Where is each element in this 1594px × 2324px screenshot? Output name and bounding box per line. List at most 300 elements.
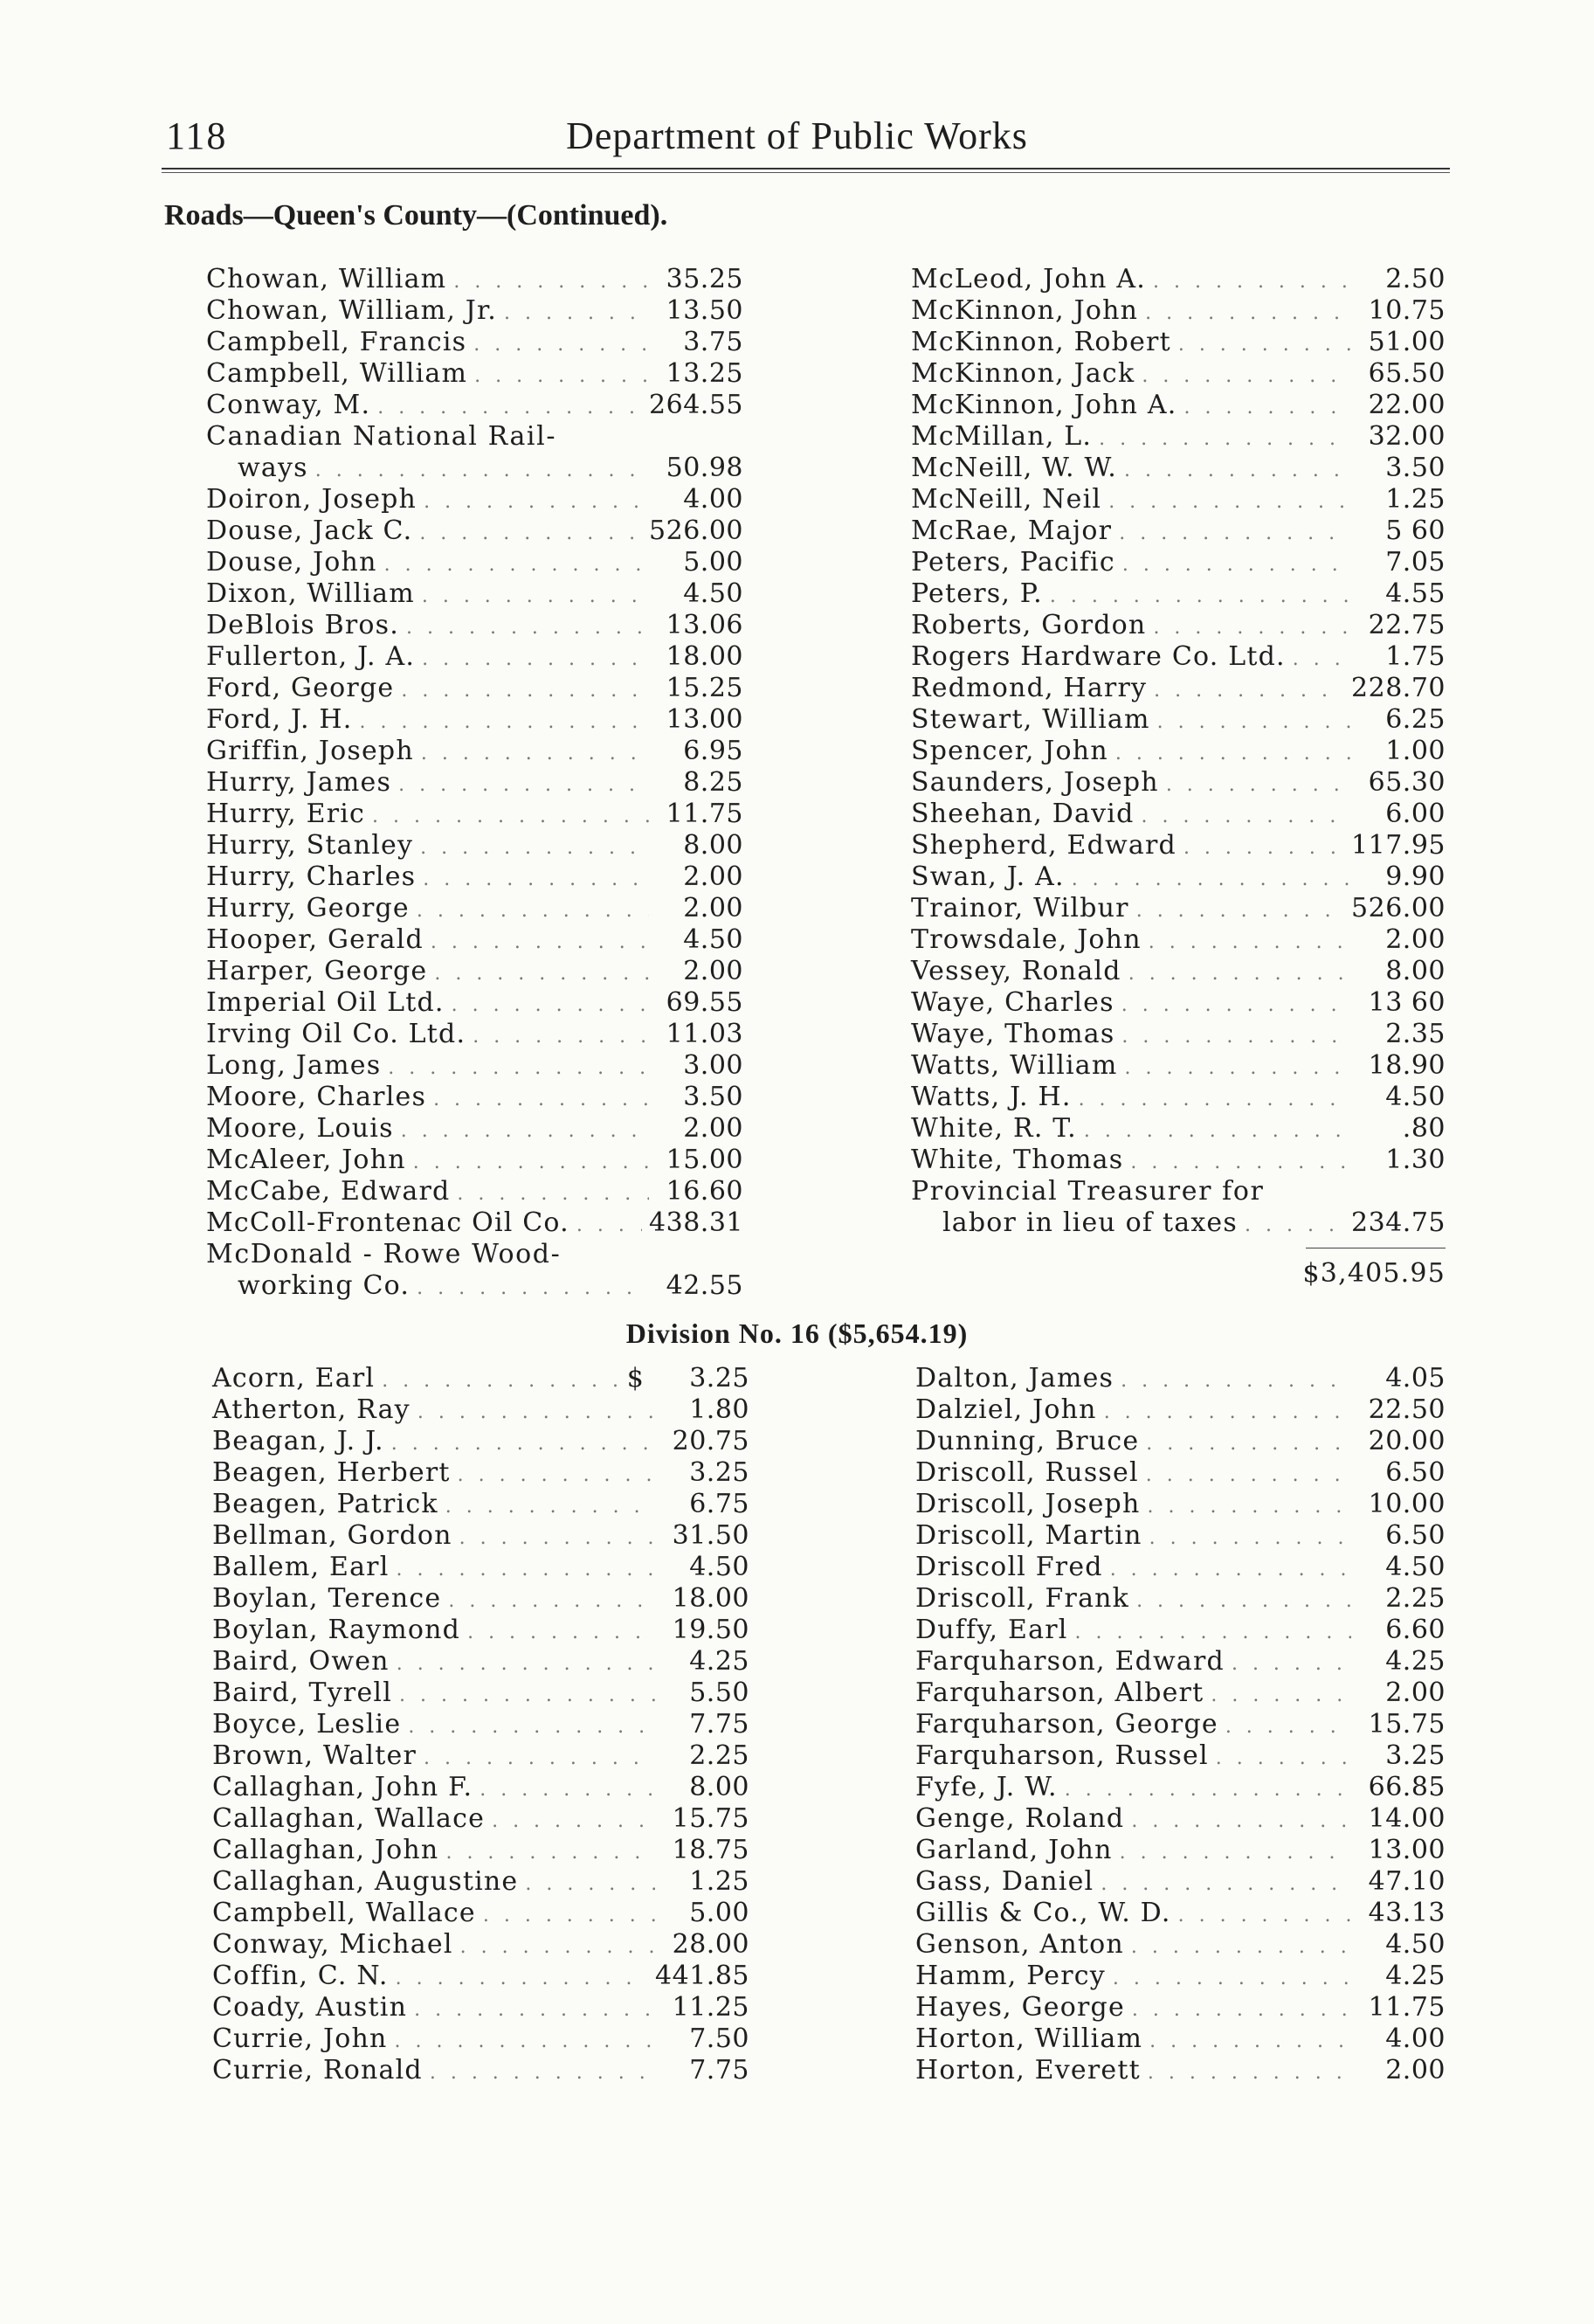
list-item — [206, 264, 743, 295]
dot-leader — [473, 1021, 649, 1053]
list-item — [915, 1835, 1446, 1866]
entry-name: Watts, J. H. — [911, 1082, 1072, 1112]
dot-leader — [1132, 1995, 1351, 2026]
entry-name: Driscoll, Joseph — [915, 1489, 1141, 1519]
entry-amount: 4.25 — [1385, 1961, 1446, 1991]
entry-name: Fyfe, J. W. — [915, 1772, 1058, 1802]
entry-name: Waye, Charles — [911, 987, 1114, 1018]
list-item — [911, 1082, 1446, 1113]
entry-amount: 2.00 — [1385, 1677, 1446, 1708]
entry-amount: 2.25 — [689, 1740, 749, 1771]
dot-leader — [1149, 1523, 1351, 1554]
entry-amount: 2.35 — [1385, 1019, 1446, 1049]
entry-amount: 35.25 — [666, 264, 743, 294]
dot-leader — [1146, 1428, 1351, 1460]
dot-leader — [420, 833, 649, 864]
list-item — [911, 861, 1446, 893]
entry-name: working Co. — [238, 1270, 411, 1301]
dot-leader — [1293, 644, 1351, 675]
entry-amount: 228.70 — [1351, 673, 1446, 703]
entry-amount: 5.00 — [683, 547, 743, 578]
entry-name: Beagen, Patrick — [212, 1489, 438, 1519]
list-item — [206, 736, 743, 767]
dot-leader — [1104, 1397, 1351, 1428]
dot-leader — [424, 1743, 655, 1774]
list-item — [911, 295, 1446, 327]
entry-amount: 1.80 — [689, 1394, 749, 1425]
entry-name: Dalziel, John — [915, 1394, 1097, 1425]
list-item — [212, 1552, 749, 1583]
entry-amount: 4.05 — [1385, 1363, 1446, 1394]
entry-amount: 3.50 — [1385, 453, 1446, 483]
entry-name: Spencer, John — [911, 736, 1108, 766]
dot-leader — [398, 770, 649, 801]
entry-amount: 1.00 — [1385, 736, 1446, 766]
entry-amount: 13.50 — [666, 295, 743, 326]
entry-amount: 15.25 — [666, 673, 743, 703]
entry-name: Watts, William — [911, 1050, 1118, 1081]
entry-amount: 526.00 — [1351, 893, 1446, 923]
list-item — [206, 1239, 743, 1270]
entry-amount: 3.00 — [683, 1050, 743, 1081]
entry-name: McDonald - Rowe Wood- — [206, 1239, 562, 1269]
entry-name: McKinnon, Robert — [911, 327, 1171, 357]
list-item — [915, 1363, 1446, 1394]
dollar-sign: $ — [626, 1363, 645, 1394]
dot-leader — [430, 2058, 655, 2089]
list-item — [206, 515, 743, 547]
list-item — [212, 1363, 749, 1394]
entry-amount: 18.00 — [672, 1583, 749, 1614]
list-item — [212, 1394, 749, 1426]
division-title: Division No. 16 ($5,654.19) — [625, 1318, 969, 1349]
list-item — [206, 673, 743, 704]
entry-amount: 47.10 — [1368, 1866, 1446, 1897]
list-item — [212, 1489, 749, 1520]
entry-amount: 8.00 — [1385, 956, 1446, 986]
entry-name: Dixon, William — [206, 578, 415, 609]
dot-leader — [459, 1523, 655, 1554]
dot-leader — [1153, 612, 1351, 644]
entry-name: Boyce, Leslie — [212, 1709, 402, 1740]
entry-name: Swan, J. A. — [911, 861, 1065, 892]
entry-name: Genson, Anton — [915, 1929, 1124, 1960]
entry-amount: 7.75 — [689, 1709, 749, 1740]
dot-leader — [453, 266, 649, 298]
entry-amount: 4.50 — [689, 1552, 749, 1582]
entry-amount: 4.50 — [1385, 1552, 1446, 1582]
dot-leader — [474, 361, 649, 392]
dot-leader — [382, 1366, 620, 1397]
section-title: Roads—Queen's County—(Continued). — [164, 199, 668, 232]
entry-name: Chowan, William — [206, 264, 447, 294]
entry-name: McKinnon, John — [911, 295, 1139, 326]
list-item — [212, 1992, 749, 2023]
list-item — [206, 767, 743, 799]
list-item — [212, 1961, 749, 1992]
entry-name: Boylan, Terence — [212, 1583, 442, 1614]
entry-name: Hooper, Gerald — [206, 924, 424, 955]
dot-leader — [1065, 1774, 1351, 1806]
list-item — [206, 547, 743, 578]
list-item — [206, 861, 743, 893]
list-item — [212, 2055, 749, 2086]
dot-leader — [1147, 1491, 1351, 1523]
entry-name: Beagen, Herbert — [212, 1457, 451, 1488]
entry-amount: 6.75 — [689, 1489, 749, 1519]
dot-leader — [1079, 1084, 1351, 1116]
dot-leader — [467, 1617, 655, 1649]
entry-name: Conway, M. — [206, 390, 371, 420]
dot-leader — [1131, 1932, 1351, 1963]
entry-name: Boylan, Raymond — [212, 1615, 461, 1645]
list-item — [911, 515, 1446, 547]
list-item — [911, 799, 1446, 830]
entry-name: Hurry, George — [206, 893, 410, 923]
dot-leader — [1121, 990, 1351, 1021]
dot-leader — [421, 738, 649, 770]
dot-leader — [413, 1147, 649, 1179]
list-item — [911, 1176, 1446, 1207]
entry-amount: 19.50 — [672, 1615, 749, 1645]
entry-name: Waye, Thomas — [911, 1019, 1115, 1049]
dot-leader — [1245, 1210, 1344, 1242]
entry-name: Saunders, Joseph — [911, 767, 1159, 798]
dot-leader — [414, 1995, 655, 2026]
entry-name: Dalton, James — [915, 1363, 1114, 1394]
list-item — [911, 453, 1446, 484]
list-item — [911, 390, 1446, 421]
entry-amount: 117.95 — [1351, 830, 1446, 861]
dot-leader — [1084, 1116, 1351, 1147]
dot-leader — [1149, 2026, 1351, 2058]
entry-name: Garland, John — [915, 1835, 1113, 1865]
entry-name: McRae, Major — [911, 515, 1113, 546]
list-item — [911, 1145, 1446, 1176]
entry-amount: 1.30 — [1385, 1145, 1446, 1175]
total-amount: $3,405.95 — [1302, 1258, 1446, 1289]
dot-leader — [1145, 298, 1351, 329]
dot-leader — [1072, 864, 1351, 896]
entry-name: Hurry, Eric — [206, 799, 366, 829]
list-item — [915, 1394, 1446, 1426]
entry-amount: 441.85 — [655, 1961, 749, 1991]
entry-amount: 4.25 — [1385, 1646, 1446, 1677]
entry-name: Driscoll Fred — [915, 1552, 1103, 1582]
dot-leader — [315, 455, 649, 487]
dot-leader — [1125, 1053, 1351, 1084]
list-item — [915, 1489, 1446, 1520]
entry-amount: 6.95 — [683, 736, 743, 766]
entry-amount: 8.00 — [689, 1772, 749, 1802]
entry-amount: 3.75 — [683, 327, 743, 357]
dot-leader — [1050, 581, 1351, 612]
entry-name: Stewart, William — [911, 704, 1150, 735]
list-item — [206, 987, 743, 1019]
dot-leader — [458, 1460, 655, 1491]
entry-name: Callaghan, Augustine — [212, 1866, 519, 1897]
entry-amount: 9.90 — [1385, 861, 1446, 892]
dot-leader — [384, 550, 649, 581]
list-item — [911, 673, 1446, 704]
entry-name: Ford, J. H. — [206, 704, 353, 735]
list-item — [915, 1866, 1446, 1898]
dot-leader — [1110, 1554, 1351, 1586]
total-rule — [911, 1239, 1446, 1258]
entry-amount: 42.55 — [666, 1270, 743, 1301]
entry-name: McMillan, L. — [911, 421, 1093, 452]
entry-name: Driscoll, Russel — [915, 1457, 1139, 1488]
list-item — [915, 1898, 1446, 1929]
entry-name: Hamm, Percy — [915, 1961, 1106, 1991]
dot-leader — [1113, 1963, 1351, 1995]
entry-amount: 1.25 — [689, 1866, 749, 1897]
list-item — [212, 2023, 749, 2055]
dot-leader — [424, 487, 649, 518]
entry-name: Ballem, Earl — [212, 1552, 390, 1582]
entry-amount: 13.00 — [666, 704, 743, 735]
list-item — [915, 1426, 1446, 1457]
entry-amount: .80 — [1402, 1113, 1446, 1144]
entry-name: Sheehan, David — [911, 799, 1135, 829]
list-item — [911, 327, 1446, 358]
entry-amount: 15.00 — [666, 1145, 743, 1175]
entry-amount: 438.31 — [649, 1207, 743, 1238]
list-item — [206, 610, 743, 641]
entry-amount: 7.05 — [1385, 547, 1446, 578]
dot-leader — [1108, 487, 1351, 518]
dot-leader — [445, 1491, 655, 1523]
entry-amount: 22.75 — [1368, 610, 1446, 640]
dot-leader — [408, 1712, 655, 1743]
entry-name: Farquharson, George — [915, 1709, 1218, 1740]
entry-name: Moore, Charles — [206, 1082, 427, 1112]
entry-name: Campbell, Wallace — [212, 1898, 476, 1928]
dot-leader — [396, 1963, 648, 1995]
entry-amount: 13.00 — [1368, 1835, 1446, 1865]
entry-name: Hurry, Charles — [206, 861, 417, 892]
entry-name: Doiron, Joseph — [206, 484, 417, 515]
list-item — [206, 327, 743, 358]
list-item — [915, 1740, 1446, 1772]
list-item — [911, 924, 1446, 956]
list-item — [911, 421, 1446, 453]
entry-name: Chowan, William, Jr. — [206, 295, 497, 326]
dot-leader — [433, 1084, 649, 1116]
entry-name: Irving Oil Co. Ltd. — [206, 1019, 466, 1049]
entry-name: Coffin, C. N. — [212, 1961, 389, 1991]
list-item — [206, 295, 743, 327]
entry-amount: 7.75 — [689, 2055, 749, 2085]
list-item — [915, 2023, 1446, 2055]
dot-leader — [388, 1053, 649, 1084]
dot-leader — [1121, 1021, 1351, 1053]
entry-name: Driscoll, Frank — [915, 1583, 1130, 1614]
entry-name: Duffy, Earl — [915, 1615, 1068, 1645]
list-item — [206, 421, 743, 453]
list-item — [212, 1457, 749, 1489]
entry-name: Campbell, William — [206, 358, 468, 389]
entry-name: Vessey, Ronald — [911, 956, 1121, 986]
entry-name: Hurry, Stanley — [206, 830, 414, 861]
entry-name: McKinnon, John A. — [911, 390, 1177, 420]
dot-leader — [1225, 1712, 1351, 1743]
entry-name: White, Thomas — [911, 1145, 1124, 1175]
header-rule — [162, 168, 1450, 173]
list-item — [206, 924, 743, 956]
entry-amount: 4.50 — [1385, 1929, 1446, 1960]
list-item — [206, 578, 743, 610]
entry-name: Trainor, Wilbur — [911, 893, 1129, 923]
entry-amount: 6.50 — [1385, 1457, 1446, 1488]
entry-amount: 2.00 — [683, 893, 743, 923]
entry-amount: 11.75 — [666, 799, 743, 829]
list-item — [915, 1929, 1446, 1961]
entry-amount: 10.75 — [1368, 295, 1446, 326]
entry-amount: 4.50 — [683, 924, 743, 955]
dot-leader — [1146, 1460, 1351, 1491]
list-item — [212, 1866, 749, 1898]
entry-name: McAleer, John — [206, 1145, 406, 1175]
entry-name: Horton, William — [915, 2023, 1143, 2054]
entry-amount: 7.50 — [689, 2023, 749, 2054]
entry-amount: 3.25 — [689, 1363, 749, 1394]
entry-name: Griffin, Joseph — [206, 736, 414, 766]
list-item — [206, 1176, 743, 1207]
entry-amount: 2.50 — [1385, 264, 1446, 294]
list-item — [212, 1646, 749, 1677]
list-item — [206, 1113, 743, 1145]
dot-leader — [1136, 896, 1344, 927]
entry-amount: 526.00 — [649, 515, 743, 546]
dot-leader — [1216, 1743, 1351, 1774]
entry-name: Acorn, Earl — [212, 1363, 376, 1394]
list-item — [911, 736, 1446, 767]
entry-name: McNeill, Neil — [911, 484, 1102, 515]
entry-amount: 22.00 — [1368, 390, 1446, 420]
list-item — [206, 641, 743, 673]
dot-leader — [1119, 518, 1351, 550]
entry-amount: 4.50 — [683, 578, 743, 609]
entry-name: Bellman, Gordon — [212, 1520, 452, 1551]
dot-leader — [483, 1900, 655, 1932]
list-item — [915, 1772, 1446, 1803]
entry-name: McNeill, W. W. — [911, 453, 1117, 483]
entry-name: Baird, Owen — [212, 1646, 390, 1677]
entry-name: McColl-Frontenac Oil Co. — [206, 1207, 569, 1238]
list-item — [206, 390, 743, 421]
entry-amount: 1.75 — [1385, 641, 1446, 672]
dot-leader — [1124, 455, 1351, 487]
list-item — [206, 484, 743, 515]
entry-name: Conway, Michael — [212, 1929, 453, 1960]
entry-name: Atherton, Ray — [212, 1394, 411, 1425]
dot-leader — [360, 707, 649, 738]
entry-name: Brown, Walter — [212, 1740, 417, 1771]
entry-amount: 13.25 — [666, 358, 743, 389]
entry-amount: 234.75 — [1351, 1207, 1446, 1238]
dot-leader — [1157, 707, 1351, 738]
dot-leader — [1183, 833, 1344, 864]
entry-amount: 10.00 — [1368, 1489, 1446, 1519]
list-item — [911, 987, 1446, 1019]
entry-name: Farquharson, Edward — [915, 1646, 1225, 1677]
dot-leader — [377, 392, 642, 424]
dot-leader — [395, 2026, 655, 2058]
dot-leader — [1075, 1617, 1351, 1649]
entry-name: Fullerton, J. A. — [206, 641, 416, 672]
dot-leader — [473, 329, 649, 361]
entry-name: Peters, Pacific — [911, 547, 1115, 578]
entry-name: Baird, Tyrell — [212, 1677, 392, 1708]
list-item — [911, 1019, 1446, 1050]
entry-name: White, R. T. — [911, 1113, 1077, 1144]
list-item — [911, 767, 1446, 799]
entry-amount: 50.98 — [666, 453, 743, 483]
entry-name: Hurry, James — [206, 767, 392, 798]
entry-amount: 264.55 — [649, 390, 743, 420]
dot-leader — [1149, 927, 1351, 958]
dot-leader — [401, 675, 649, 707]
list-item — [915, 1520, 1446, 1552]
division-left-column — [212, 1363, 749, 2086]
list-item — [212, 1740, 749, 1772]
entry-name: McKinnon, Jack — [911, 358, 1135, 389]
entry-name: Redmond, Harry — [911, 673, 1148, 703]
entry-name: Long, James — [206, 1050, 382, 1081]
entry-name: Provincial Treasurer for — [911, 1176, 1265, 1207]
dot-leader — [1128, 958, 1351, 990]
list-item — [206, 1270, 743, 1302]
list-item — [911, 830, 1446, 861]
dot-leader — [423, 864, 649, 896]
running-head: Department of Public Works — [566, 114, 1028, 157]
dot-leader — [1153, 266, 1351, 298]
entry-name: Canadian National Rail- — [206, 421, 557, 452]
dot-leader — [1115, 738, 1351, 770]
entry-name: Genge, Roland — [915, 1803, 1125, 1834]
list-item — [915, 1552, 1446, 1583]
dot-leader — [448, 1586, 655, 1617]
entry-amount: 5.00 — [689, 1898, 749, 1928]
list-item — [911, 1207, 1446, 1239]
list-item — [212, 1835, 749, 1866]
entry-amount: 4.55 — [1385, 578, 1446, 609]
entry-amount: 6.50 — [1385, 1520, 1446, 1551]
entry-amount: 32.00 — [1368, 421, 1446, 452]
list-item — [911, 610, 1446, 641]
entry-name: Imperial Oil Ltd. — [206, 987, 445, 1018]
entry-amount: 5 60 — [1385, 515, 1446, 546]
entry-name: Horton, Everett — [915, 2055, 1141, 2085]
list-item — [206, 1082, 743, 1113]
dot-leader — [1166, 770, 1351, 801]
entry-name: Rogers Hardware Co. Ltd. — [911, 641, 1286, 672]
total-row — [911, 1258, 1446, 1290]
entry-name: Moore, Louis — [206, 1113, 394, 1144]
dot-leader — [431, 927, 649, 958]
list-item — [206, 1019, 743, 1050]
entry-amount: 20.75 — [672, 1426, 749, 1456]
entry-amount: 13 60 — [1368, 987, 1446, 1018]
entry-name: Harper, George — [206, 956, 428, 986]
entry-amount: 43.13 — [1368, 1898, 1446, 1928]
entry-name: Farquharson, Russel — [915, 1740, 1209, 1771]
entry-amount: 3.25 — [1385, 1740, 1446, 1771]
entry-amount: 16.60 — [666, 1176, 743, 1207]
list-item — [915, 1709, 1446, 1740]
list-item — [915, 1992, 1446, 2023]
